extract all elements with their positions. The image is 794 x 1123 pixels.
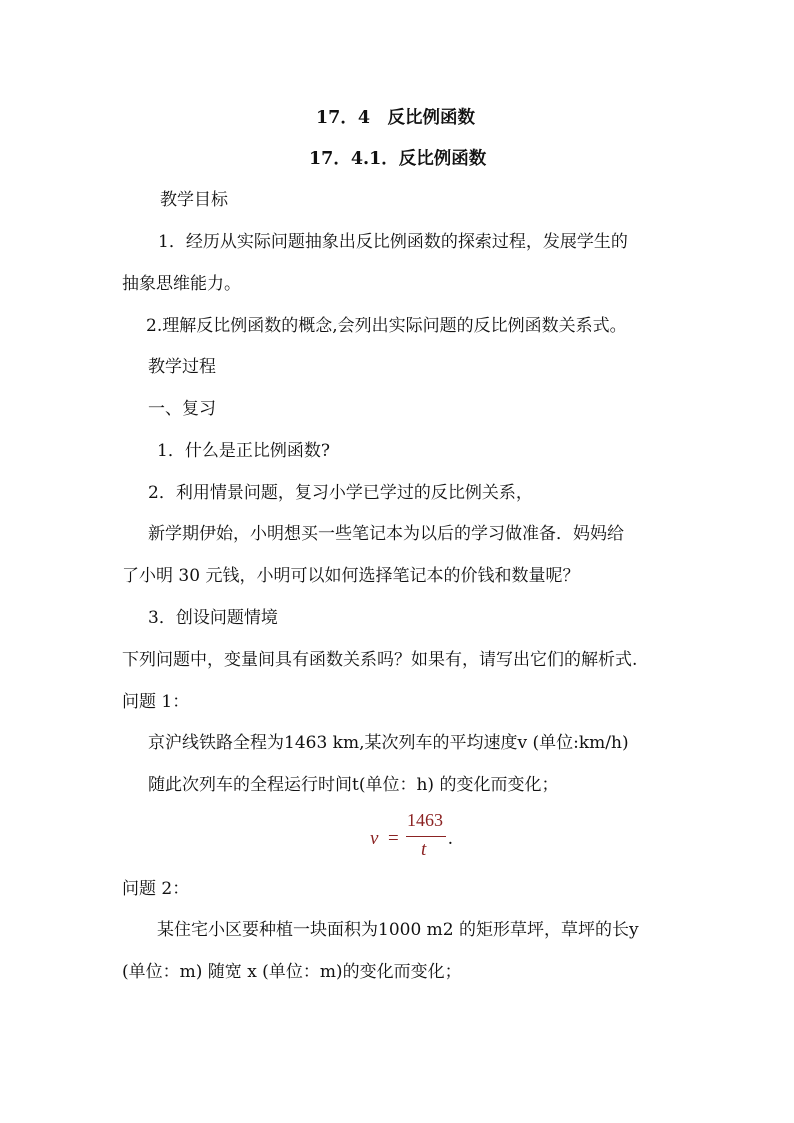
section-title: 17．4 反比例函数 (316, 108, 476, 128)
problem-2-line-2: (单位：m) 随宽 x (单位：m)的变化而变化； (122, 962, 462, 982)
fraction-bar (406, 836, 446, 837)
formula-lhs: v (370, 828, 379, 849)
goal-1-line-1: 1．经历从实际问题抽象出反比例函数的探索过程，发展学生的 (158, 232, 628, 252)
problem-1-line-2: 随此次列车的全程运行时间t(单位：h) 的变化而变化； (148, 775, 559, 795)
heading-teaching-process: 教学过程 (148, 357, 216, 377)
problem-intro: 下列问题中，变量间具有函数关系吗？如果有，请写出它们的解析式. (122, 650, 638, 670)
heading-teaching-goals: 教学目标 (160, 190, 228, 210)
goal-1-line-2: 抽象思维能力。 (122, 274, 241, 294)
problem-2-line-1: 某住宅小区要种植一块面积为1000 m2 的矩形草坪，草坪的长y (157, 920, 639, 940)
formula-equals: = (388, 828, 399, 849)
problem-2-label: 问题 2： (122, 879, 190, 899)
formula-numerator: 1463 (407, 810, 443, 830)
scenario-line-1: 新学期伊始，小明想买一些笔记本为以后的学习做准备．妈妈给 (148, 524, 624, 544)
subsection-title: 17．4.1．反比例函数 (309, 149, 487, 169)
problem-1-label: 问题 1： (122, 692, 190, 712)
formula-denominator: t (421, 839, 427, 860)
review-item-1: 1．什么是正比例函数? (157, 441, 330, 461)
heading-review: 一、复习 (148, 399, 216, 419)
heading-problem-context: 3．创设问题情境 (148, 608, 278, 628)
formula-end: . (448, 828, 453, 849)
goal-2: 2.理解反比例函数的概念,会列出实际问题的反比例函数关系式。 (146, 316, 627, 336)
problem-1-line-1: 京沪线铁路全程为1463 km,某次列车的平均速度v (单位:km/h) (148, 733, 629, 753)
review-item-2: 2．利用情景问题，复习小学已学过的反比例关系， (148, 483, 533, 503)
scenario-line-2: 了小明 30 元钱，小明可以如何选择笔记本的价钱和数量呢？ (122, 566, 580, 586)
